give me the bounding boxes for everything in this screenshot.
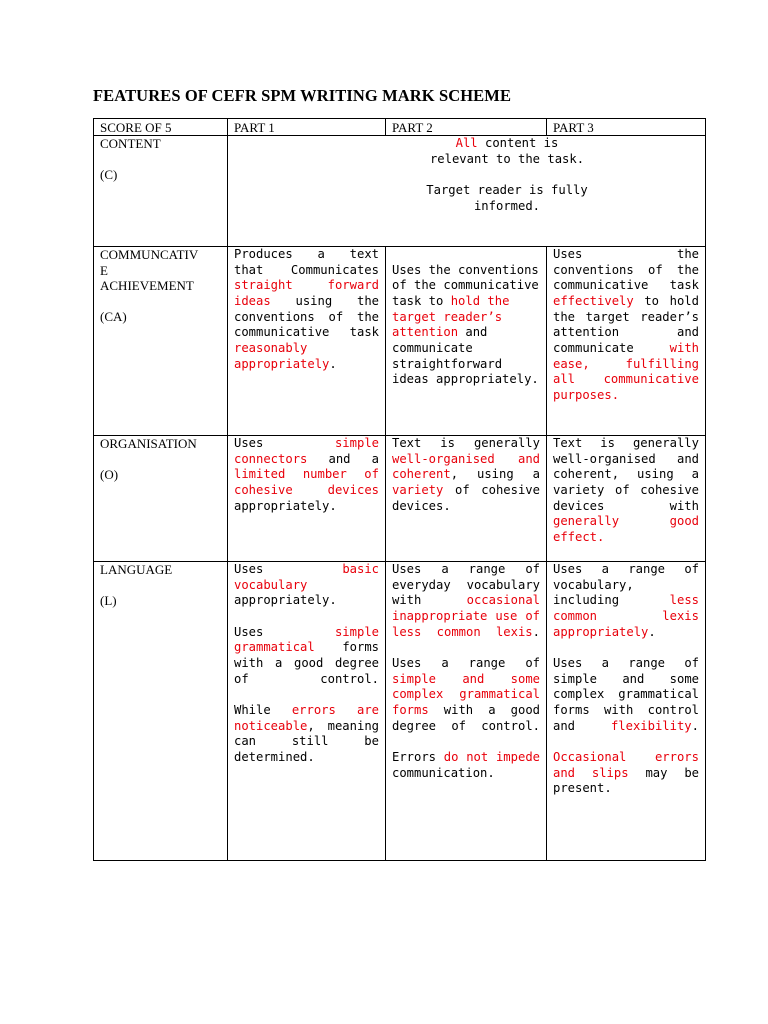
criterion-code: (CA) [100, 309, 127, 325]
descriptor-cell-l-part-1 [228, 562, 386, 861]
descriptor-text: appropriately. [234, 593, 337, 608]
criterion-code: (L) [100, 593, 117, 609]
descriptor-paragraph [553, 247, 699, 404]
highlight-text: reasonably appropriately [234, 340, 330, 371]
descriptor-text: Uses a range of [392, 655, 540, 670]
criterion-cell-organisation [94, 436, 228, 562]
content-descriptor-2: Target reader is fully informed. [426, 182, 588, 213]
descriptor-text: using the conventions of the communicative task [234, 293, 379, 340]
descriptor-text: Uses [234, 562, 264, 576]
highlight-text: Occasional errors and slips [553, 749, 699, 780]
criterion-name: ORGANISATION [100, 436, 197, 451]
descriptor-text: Text is generally well-organised and coherent, using a variety of cohesive devices with [553, 436, 699, 513]
highlight-text: errors are noticeable [234, 702, 379, 733]
row-communicative-achievement [94, 247, 706, 436]
descriptor-text: . [532, 624, 540, 639]
criterion-cell-ca [94, 247, 228, 436]
column-header-score: SCORE OF 5 [94, 119, 228, 136]
row-content [94, 136, 706, 247]
descriptor-paragraph [234, 625, 379, 688]
document-title: FEATURES OF CEFR SPM WRITING MARK SCHEME [93, 86, 512, 105]
highlight-text: All [455, 136, 478, 150]
descriptor-text: Errors [392, 749, 437, 764]
descriptor-text: with a good degree of control. [392, 702, 540, 733]
descriptor-paragraph [234, 562, 379, 609]
descriptor-text: . [691, 718, 699, 733]
criterion-code: (O) [100, 467, 119, 483]
descriptor-cell-o-part-1 [228, 436, 386, 562]
descriptor-cell-o-part-2 [386, 436, 547, 562]
descriptor-text: appropriately. [234, 498, 337, 513]
descriptor-cell-l-part-2 [386, 562, 547, 861]
column-header-part-2: PART 2 [386, 119, 547, 136]
criterion-code: (C) [100, 167, 118, 183]
highlight-text: straight forward ideas [234, 278, 379, 308]
merged-descriptor-cell [228, 136, 706, 247]
descriptor-text: , using a [450, 467, 540, 482]
descriptor-paragraph [234, 436, 379, 514]
highlight-text: basic vocabulary [234, 562, 379, 592]
descriptor-paragraph [392, 263, 540, 388]
highlight-text: flexibility [610, 718, 692, 733]
column-header-part-1: PART 1 [228, 119, 386, 136]
mark-scheme-table [93, 118, 706, 861]
highlight-text: hold the target reader’s attention [392, 293, 510, 340]
criterion-name: COMMUNCATIV E ACHIEVEMENT [100, 247, 199, 294]
descriptor-text: Uses [234, 624, 264, 639]
criterion-cell-content [94, 136, 228, 247]
descriptor-paragraph [392, 750, 540, 781]
descriptor-cell-ca-part-3 [547, 247, 706, 436]
descriptor-text: , meaning can still be determined. [234, 718, 379, 764]
content-descriptor-1 [423, 136, 591, 167]
criterion-cell-language [94, 562, 228, 861]
descriptor-text: and communicate straightforward ideas appropriately. [392, 325, 539, 387]
highlight-text: variety [392, 482, 444, 497]
descriptor-cell-l-part-3 [547, 562, 706, 861]
header-row [94, 119, 706, 136]
descriptor-text: of cohesive devices. [392, 482, 540, 513]
highlight-text: simple connectors [234, 436, 379, 466]
descriptor-paragraph [553, 750, 699, 797]
descriptor-text: Uses the conventions of the communicative task to [392, 262, 539, 308]
row-organisation [94, 436, 706, 562]
descriptor-paragraph [553, 656, 699, 734]
highlight-text: generally good effect. [553, 514, 699, 544]
descriptor-paragraph [553, 562, 699, 640]
descriptor-text: content is relevant to the task. [429, 136, 585, 166]
descriptor-cell-ca-part-2 [386, 247, 547, 436]
descriptor-text: to hold the target reader’s attention and communicate [553, 293, 699, 355]
descriptor-text: Text is generally [392, 436, 540, 450]
descriptor-text: Uses a range of vocabulary, including [553, 562, 699, 608]
descriptor-cell-ca-part-1 [228, 247, 386, 436]
descriptor-text: communication. [392, 765, 495, 780]
descriptor-text: . [648, 624, 656, 639]
descriptor-paragraph [392, 436, 540, 514]
highlight-text: simple and some complex grammatical forms [392, 671, 540, 717]
descriptor-text: Uses [234, 436, 264, 450]
descriptor-text: may be present. [553, 765, 699, 796]
descriptor-paragraph [553, 436, 699, 546]
descriptor-text: Uses a range of everyday vocabulary with [392, 562, 540, 608]
highlight-text: limited number of cohesive devices [234, 467, 379, 497]
highlight-text: occasional inappropriate use of less common lexis [392, 593, 540, 639]
highlight-text: do not impede [443, 749, 540, 764]
descriptor-text: Produces a text that Communicates [234, 247, 379, 277]
highlight-text: effectively [553, 293, 634, 308]
descriptor-text: and a [307, 451, 379, 466]
descriptor-text: forms with a good degree of control. [234, 640, 379, 686]
highlight-text: with ease, fulfilling all communicative purposes. [553, 340, 699, 402]
descriptor-text: Uses the conventions of the communicative task [553, 247, 699, 293]
row-language [94, 562, 706, 861]
criterion-name: CONTENT [100, 136, 161, 151]
highlight-text: well-organised and coherent [392, 451, 540, 482]
column-header-part-3: PART 3 [547, 119, 706, 136]
descriptor-paragraph [392, 562, 540, 640]
descriptor-paragraph [234, 703, 379, 766]
descriptor-text: Uses a range of simple and some complex grammatical forms with control and [553, 655, 699, 733]
descriptor-paragraph [392, 656, 540, 734]
descriptor-cell-o-part-3 [547, 436, 706, 562]
descriptor-text: . [329, 356, 337, 371]
highlight-text: less common lexis appropriately [553, 593, 699, 639]
descriptor-paragraph [234, 247, 379, 372]
criterion-name: LANGUAGE [100, 562, 173, 577]
descriptor-text: While [234, 702, 271, 717]
highlight-text: simple grammatical [234, 624, 379, 655]
